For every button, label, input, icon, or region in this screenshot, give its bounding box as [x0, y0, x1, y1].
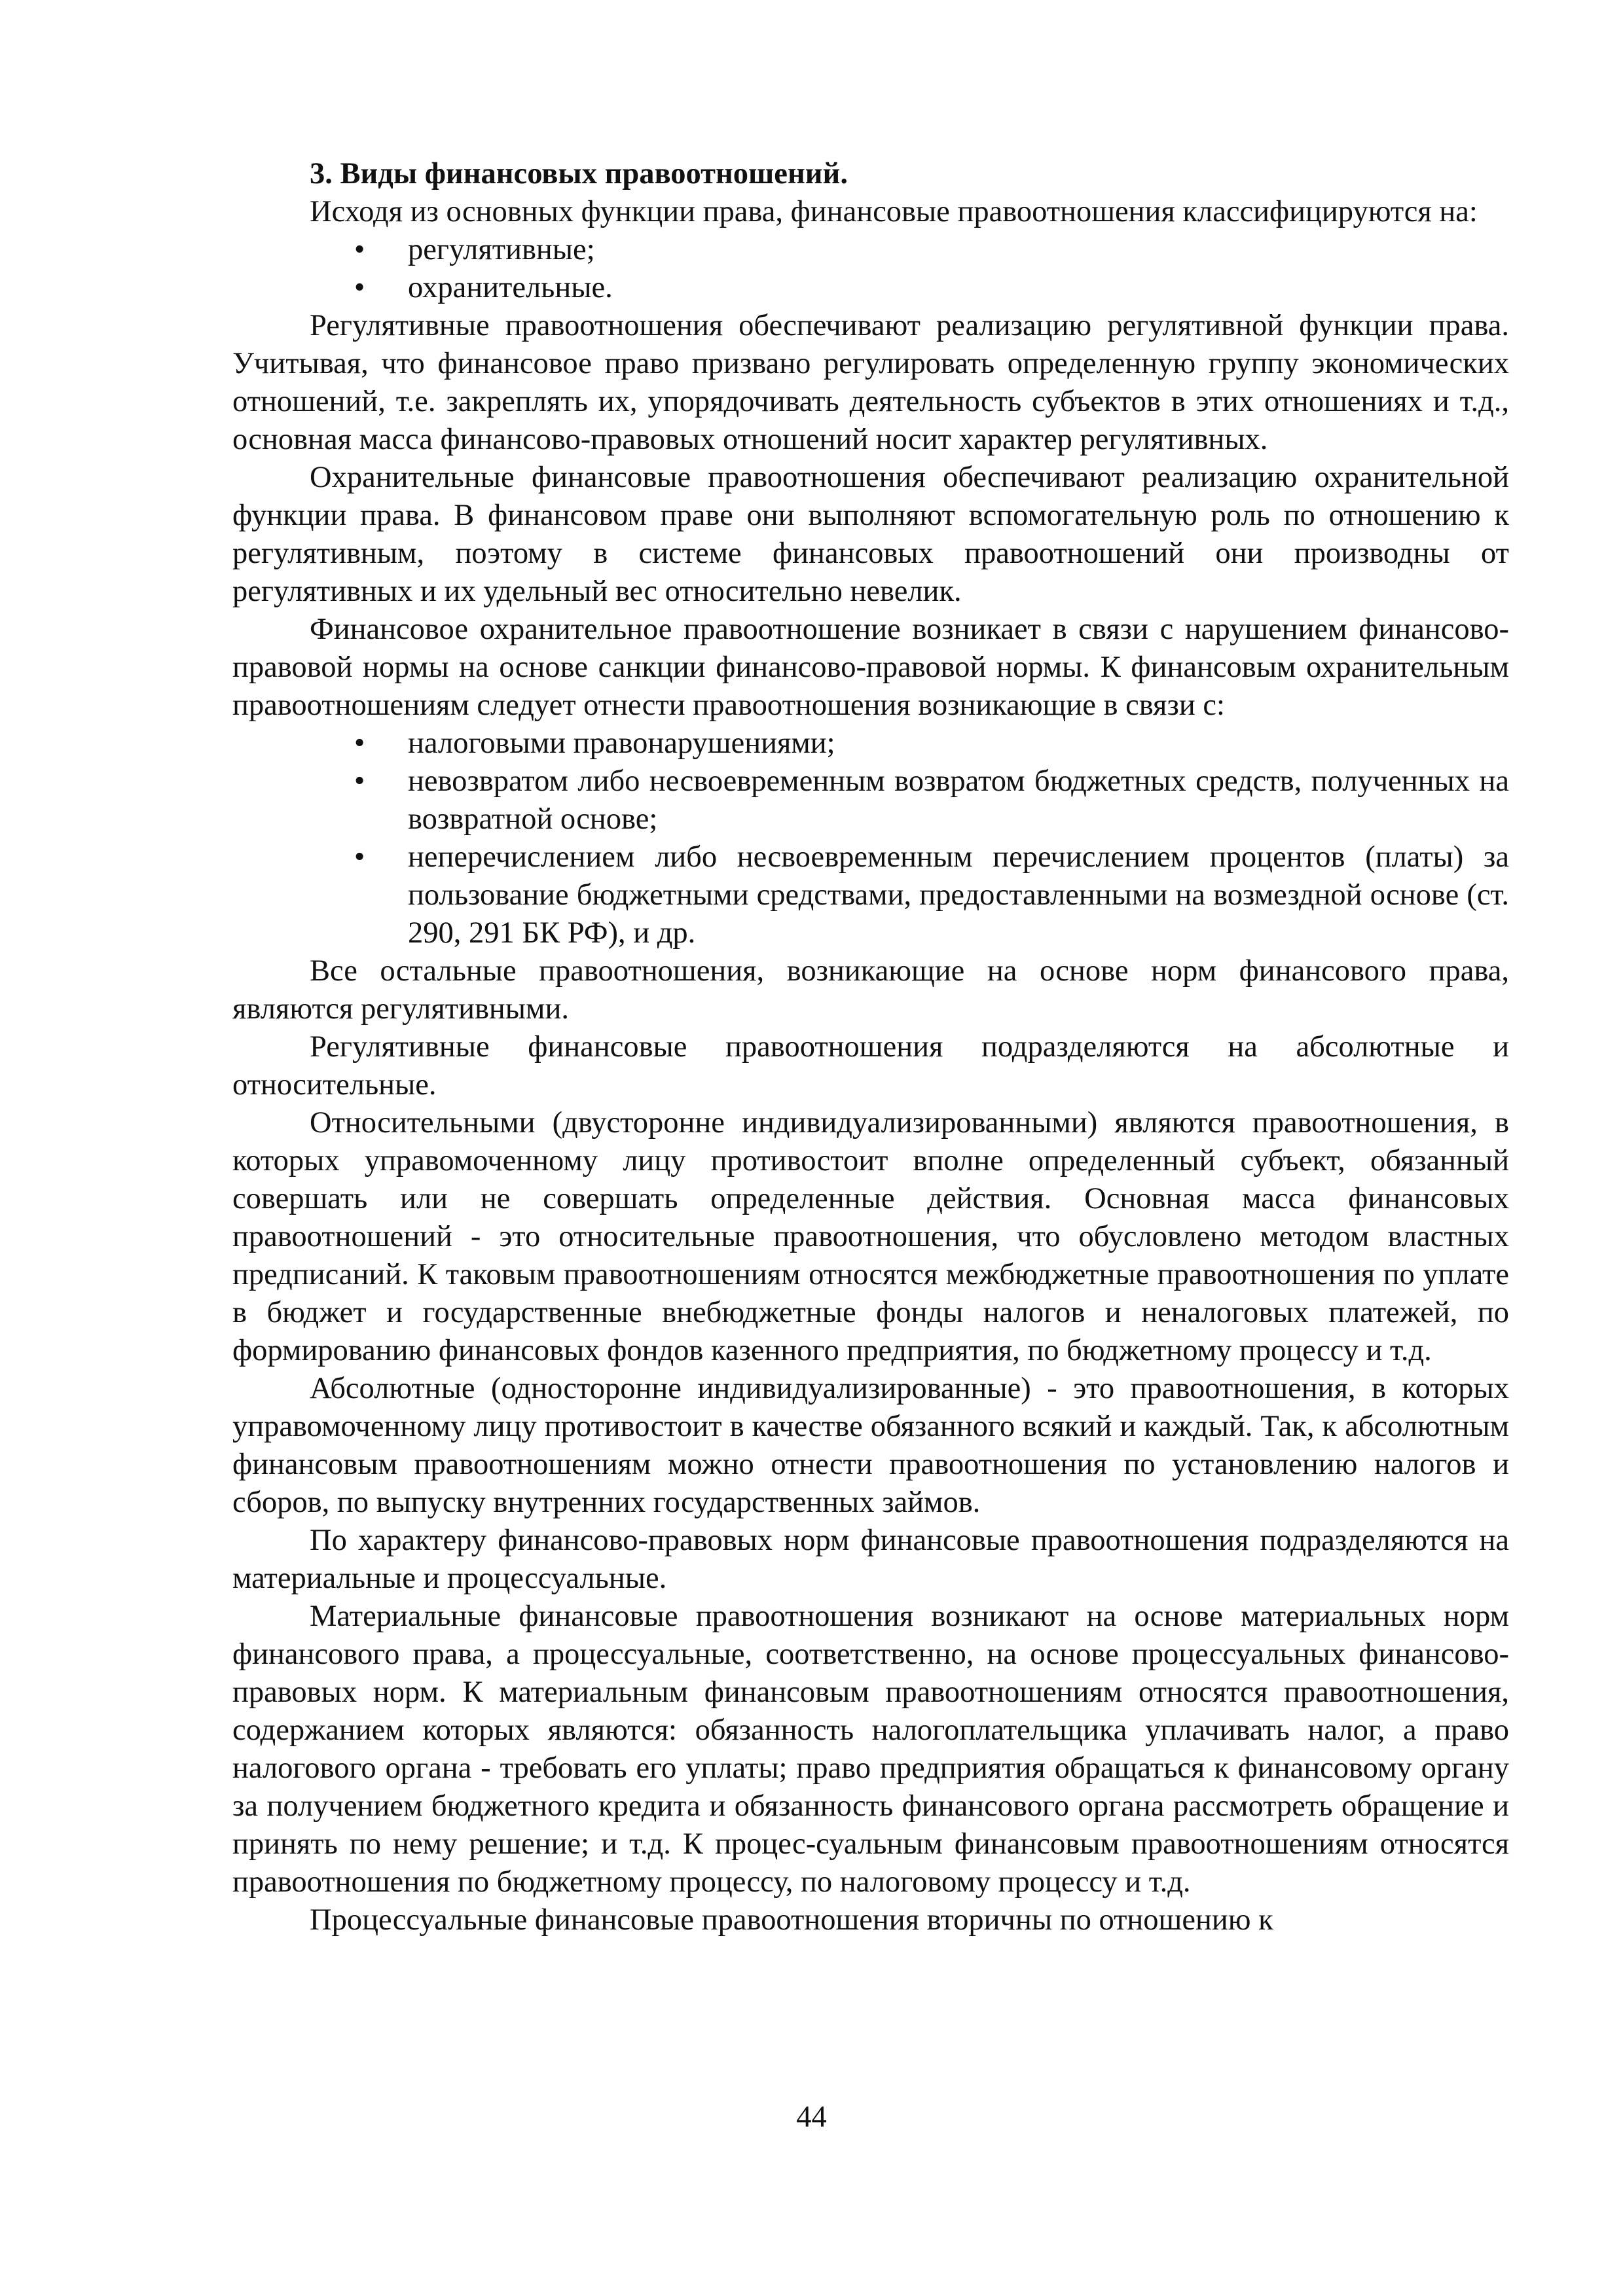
regulative-paragraph: Регулятивные правоотношения обеспечивают реализацию регулятивной функции права. Учитывая, что финансовое право призвано регулировать определенную группу экономических отношений, т.е. закреплять их, упорядочивать деятельность субъектов в этих отношениях и т.д., основная масса финансово-правовых отношений носит характер регулятивных.: [232, 309, 1509, 456]
list-item: • охранительные.: [408, 269, 1509, 307]
page-number: 44: [796, 2100, 827, 2134]
regulative-division-paragraph: Регулятивные финансовые правоотношения подразделяются на абсолютные и относительные.: [232, 1030, 1509, 1102]
list-item: • налоговыми правонарушениями;: [408, 725, 1509, 762]
material-paragraph: Материальные финансовые правоотношения возникают на основе материальных норм финансового права, а процессуальные, соответственно, на основе процессуальных финансово-правовых норм. К материальным финансовым правоотношениям относятся правоотношения, содержанием которых являются: обязанность налогоплательщика уплачивать налог, а право налогового органа - требовать его уплаты; право предприятия обращаться к финансовому органу за получением бюджетного кредита и обязанность финансового органа рассмотреть обращение и принять по нему решение; и т.д. К процес-суальным финансовым правоотношениям относятся правоотношения по бюджетному процессу, по налоговому процессу и т.д.: [232, 1600, 1509, 1899]
absolute-paragraph: Абсолютные (односторонне индивидуализированные) - это правоотношения, в которых управомоченному лицу противостоит в качестве обязанного всякий и каждый. Так, к абсолютным финансовым правоотношениям можно отнести правоотношения по установлению налогов и сборов, по выпуску внутренних государственных займов.: [232, 1372, 1509, 1519]
violation-list: [232, 725, 1509, 952]
body-text: [232, 155, 1509, 1939]
intro-paragraph: Исходя из основных функции права, финансовые правоотношения классифицируются на:: [310, 195, 1478, 228]
list-item: • неперечислением либо несвоевременным перечислением процентов (платы) за пользование бюджетными средствами, предоставленными на возмездной основе (ст. 290, 291 БК РФ), и др.: [408, 838, 1509, 952]
norm-character-paragraph: По характеру финансово-правовых норм финансовые правоотношения подразделяются на материальные и процессуальные.: [232, 1524, 1509, 1595]
relative-paragraph: Относительными (двусторонне индивидуализированными) являются правоотношения, в которых управомоченному лицу противостоит вполне определенный субъект, обязанный совершать или не совершать определенные действия. Основная масса финансовых правоотношений - это относительные правоотношения, что обусловлено методом властных предписаний. К таковым правоотношениям относятся межбюджетные правоотношения по уплате в бюджет и государственные внебюджетные фонды налогов и неналоговых платежей, по формированию финансовых фондов казенного предприятия, по бюджетному процессу и т.д.: [232, 1106, 1509, 1367]
rest-regulative-paragraph: Все остальные правоотношения, возникающие на основе норм финансового права, являются регулятивными.: [232, 954, 1509, 1026]
list-item: • регулятивные;: [408, 231, 1509, 269]
list-item: • невозвратом либо несвоевременным возвратом бюджетных средств, полученных на возвратной основе;: [408, 762, 1509, 838]
procedural-paragraph: Процессуальные финансовые правоотношения вторичны по отношению к: [310, 1903, 1273, 1937]
section-heading: 3. Виды финансовых правоотношений.: [310, 157, 848, 190]
classification-list: [232, 231, 1509, 307]
protective-arises-paragraph: Финансовое охранительное правоотношение возникает в связи с нарушением финансово-правовой нормы на основе санкции финансово-правовой нормы. К финансовым охранительным правоотношениям следует отнести правоотношения возникающие в связи с:: [232, 613, 1509, 722]
protective-paragraph: Охранительные финансовые правоотношения обеспечивают реализацию охранительной функции права. В финансовом праве они выполняют вспомогательную роль по отношению к регулятивным, поэтому в системе финансовых правоотношений они производны от регулятивных и их удельный вес относительно невелик.: [232, 461, 1509, 608]
